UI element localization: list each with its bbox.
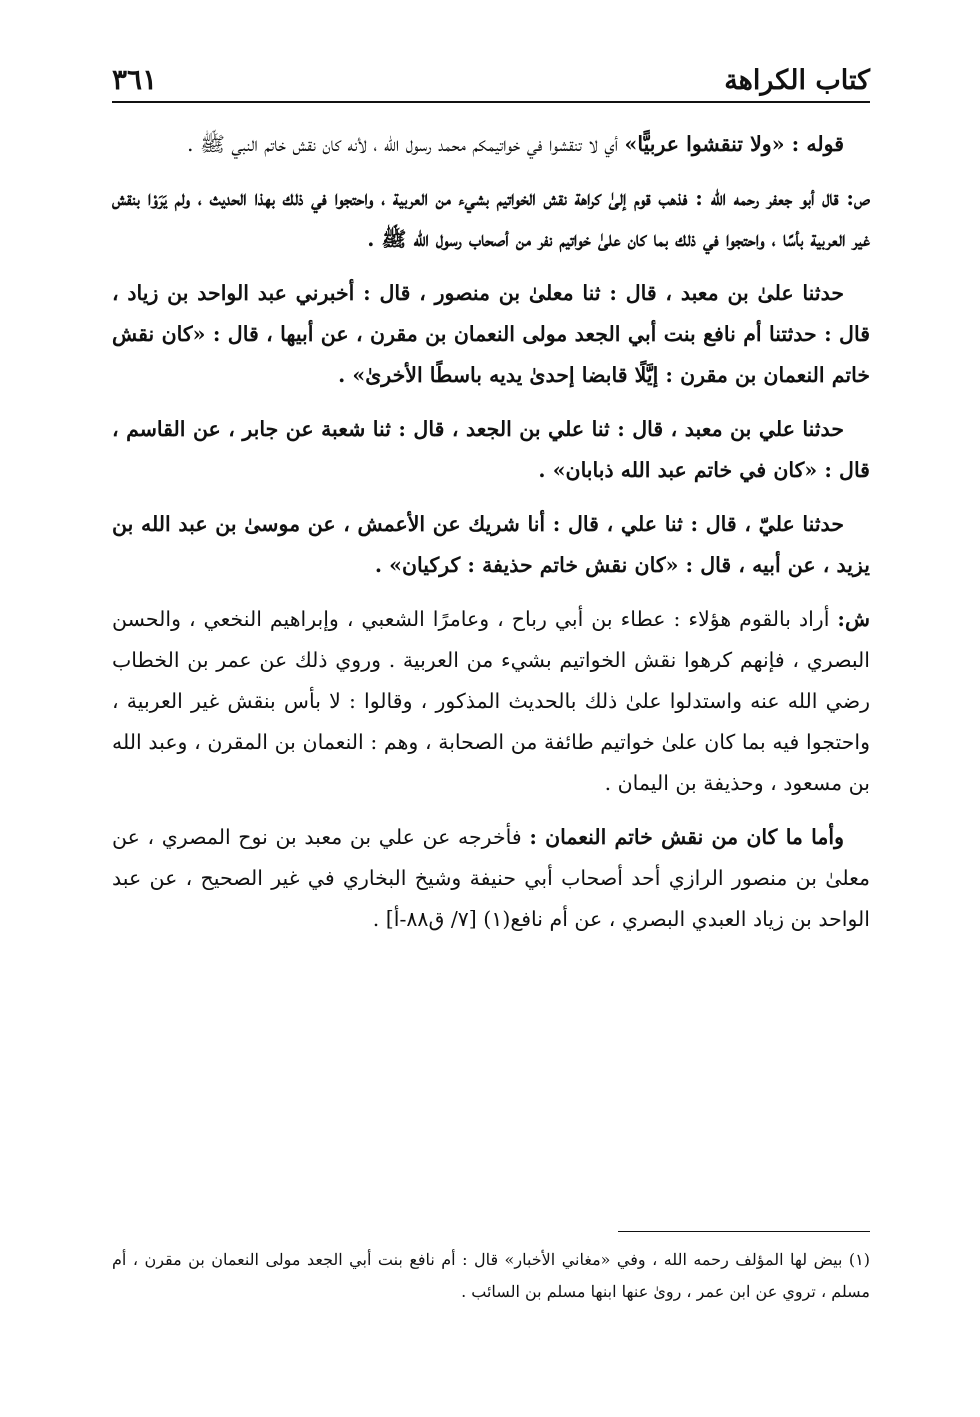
paragraph-lead: قوله : «ولا تنقشوا عربيًّا» [624,132,844,156]
paragraph-5 [112,504,870,586]
main-text [112,124,870,953]
paragraph-lead: وأما ما كان من نقش خاتم النعمان : [529,825,844,849]
paragraph-text: قال أبو جعفر رحمه الله : فذهب قوم إلىٰ كراهة نقش الخواتيم بشيء من العربية ، واحتجوا في ذلك بهذا الحديث ، ولم يَرَوْا بنقش غير العربية بأسًا ، واحتجوا في ذلك بما كان علىٰ خواتيم نفر من أصحاب رسول الله ﷺ . [112,186,870,251]
page-number: ٣٦١ [112,63,158,96]
paragraph-text: فأخرجه عن علي بن معبد بن نوح المصري ، عن معلىٰ بن منصور الرازي أحد أصحاب أبي حنيفة وشيخ البخاري في غير الصحيح ، عن عبد الواحد بن زياد العبدي البصري ، عن أم نافع(١) [٧/ ق٨٨-أ] . [112,825,870,931]
paragraph-text: أي لا تنقشوا في خواتيمكم محمد رسول الله ، لأنه كان نقش خاتم النبي ﷺ . [187,132,625,156]
paragraph-4 [112,409,870,491]
paragraph-6 [112,599,870,804]
paragraph-2 [112,178,870,260]
footnote-rule [618,1231,870,1232]
page-header [112,52,870,96]
chapter-title: كتاب الكراهة [724,65,870,96]
footnote: (١) بيض لها المؤلف رحمه الله ، وفي «مغاني الأخبار» قال : أم نافع بنت أبي الجعد مولى النعمان بن مقرن ، أم مسلم ، تروي عن ابن عمر ، روىٰ عنها ابنها مسلم بن السائب . [112,1250,870,1301]
paragraph-7 [112,817,870,940]
paragraph-text: حدثنا عليّ ، قال : ثنا علي ، قال : أنا شريك عن الأعمش ، عن موسىٰ بن عبد الله بن يزيد ، عن أبيه ، قال : «كان نقش خاتم حذيفة : كركيان» . [112,512,870,577]
header-rule [112,101,870,103]
paragraph-3 [112,273,870,396]
paragraph-lead: ش: [837,607,870,631]
paragraph-lead: ص: [846,186,870,210]
paragraph-text: حدثنا علي بن معبد ، قال : ثنا علي بن الجعد ، قال : ثنا شعبة عن جابر ، عن القاسم ، قال : «كان في خاتم عبد الله ذبابان» . [112,417,870,482]
paragraph-text: أراد بالقوم هؤلاء : عطاء بن أبي رباح ، وعامرًا الشعبي ، وإبراهيم النخعي ، والحسن البصري ، فإنهم كرهوا نقش الخواتيم بشيء من العربية . وروي ذلك عن عمر بن الخطاب رضي الله عنه واستدلوا علىٰ ذلك بالحديث المذكور ، وقالوا : لا بأس بنقش غير العربية ، واحتجوا فيه بما كان علىٰ خواتيم طائفة من الصحابة ، وهم : النعمان بن المقرن ، وعبد الله بن مسعود ، وحذيفة بن اليمان . [112,607,870,795]
paragraph-text: حدثنا علىٰ بن معبد ، قال : ثنا معلىٰ بن منصور ، قال : أخبرني عبد الواحد بن زياد ، قال : حدثتنا أم نافع بنت أبي الجعد مولى النعمان بن مقرن ، عن أبيها ، قال : «كان نقش خاتم النعمان بن مقرن : إيَّلًا قابضا إحدىٰ يديه باسطًا الأخرىٰ» . [112,281,870,387]
paragraph-1 [112,124,870,165]
